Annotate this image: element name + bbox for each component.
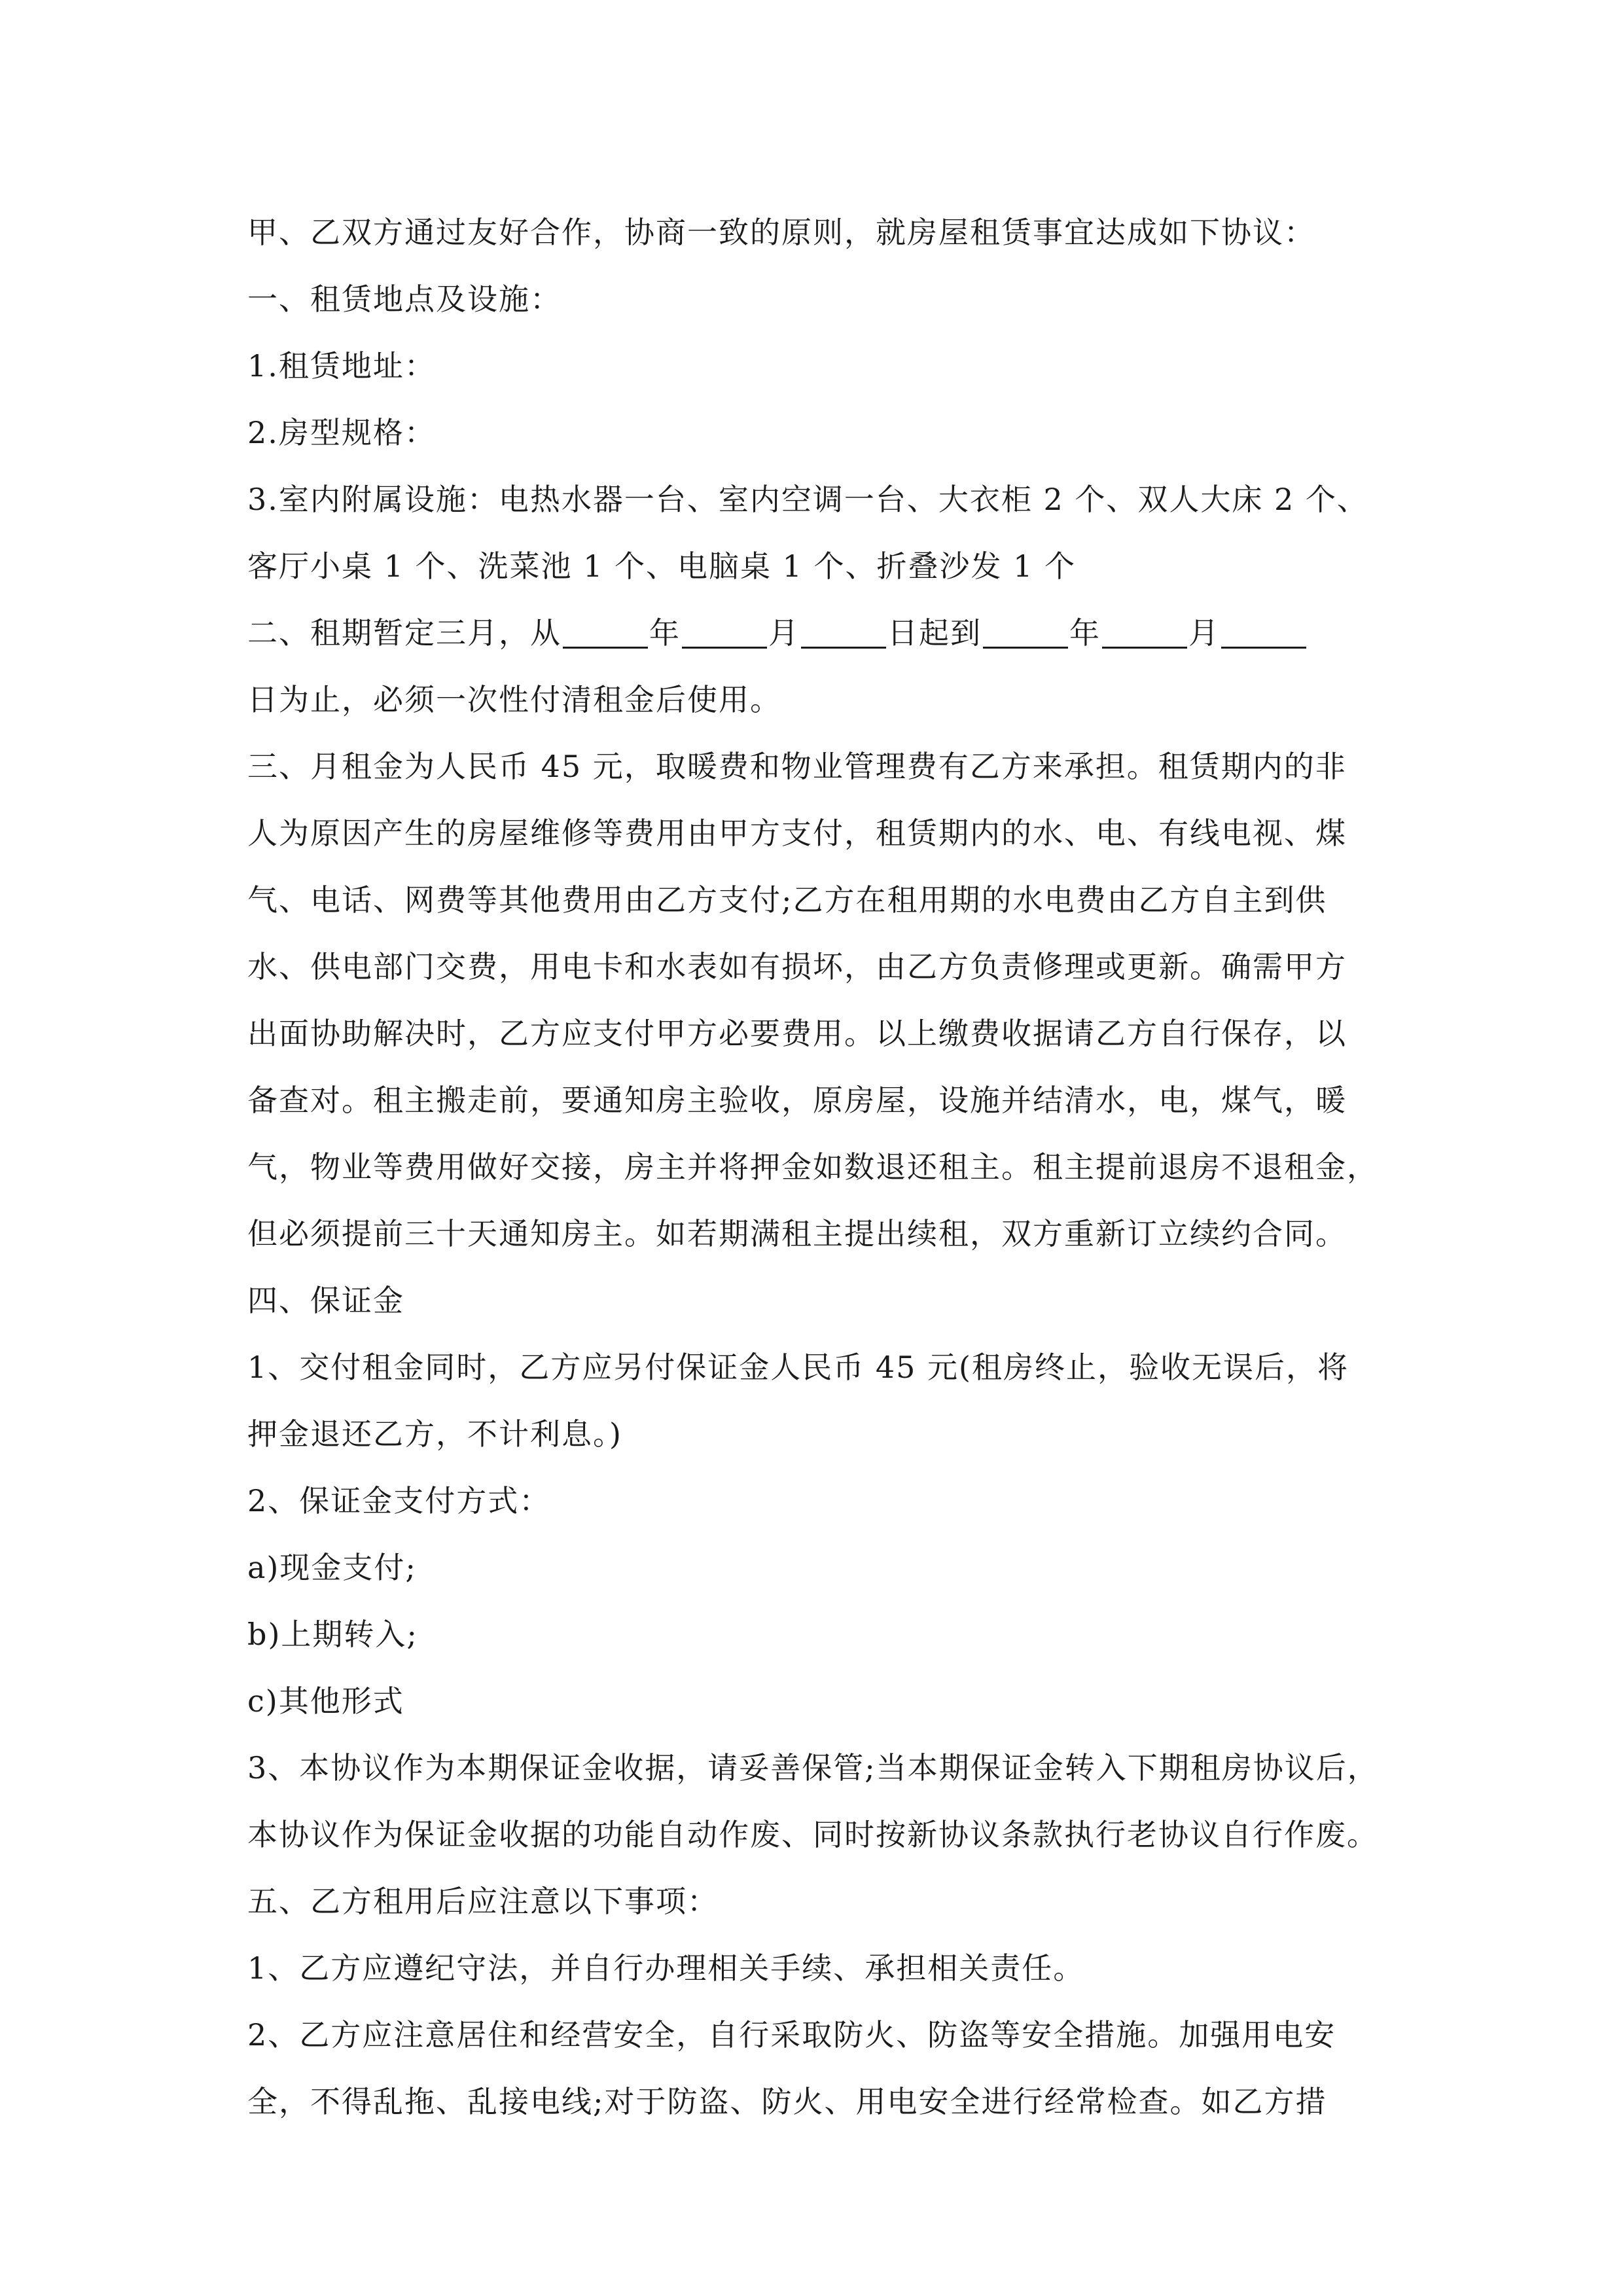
section-4-item-2: 2、保证金支付方式：: [247, 1483, 551, 1518]
section-2-line-2: 日为止，必须一次性付清租金后使用。: [247, 682, 781, 717]
end-year-blank: [983, 617, 1068, 649]
end-month-label: 月: [1188, 615, 1220, 651]
section-1-item-1: 1.租赁地址：: [247, 348, 436, 384]
section-3-line: 气，物业等费用做好交接，房主并将押金如数退还租主。租主提前退房不退租金，: [247, 1149, 1378, 1185]
section-5-item-2-line-1: 2、乙方应注意居住和经营安全，自行采取防火、防盗等安全措施。加强用电安: [247, 2017, 1336, 2053]
section-5-heading: 五、乙方租用后应注意以下事项：: [247, 1884, 719, 1919]
end-month-blank: [1102, 617, 1187, 649]
section-4-heading: 四、保证金: [247, 1283, 404, 1318]
section-1-item-2: 2.房型规格：: [247, 415, 436, 450]
start-month-blank: [682, 617, 767, 649]
document-body: [247, 199, 1399, 2135]
section-1-item-3-line-1: 3.室内附属设施：电热水器一台、室内空调一台、大衣柜 2 个、双人大床 2 个、: [247, 482, 1368, 517]
end-year-label: 年: [1069, 615, 1101, 651]
section-5-item-1: 1、乙方应遵纪守法，并自行办理相关手续、承担相关责任。: [247, 1950, 1085, 1986]
section-2-line-1: [247, 600, 1399, 666]
section-4-item-1-line-1: 1、交付租金同时，乙方应另付保证金人民币 45 元(租房终止，验收无误后，将: [247, 1350, 1349, 1385]
start-year-label: 年: [649, 615, 681, 651]
payment-option-a: a)现金支付;: [247, 1550, 417, 1585]
section-1-heading: 一、租赁地点及设施：: [247, 281, 562, 317]
payment-option-c: c)其他形式: [247, 1683, 404, 1719]
section-3-line: 气、电话、网费等其他费用由乙方支付;乙方在租用期的水电费由乙方自主到供: [247, 882, 1327, 918]
section-4-item-3-line-2: 本协议作为保证金收据的功能自动作废、同时按新协议条款执行老协议自行作废。: [247, 1817, 1378, 1852]
section-3-line: 但必须提前三十天通知房主。如若期满租主提出续租，双方重新订立续约合同。: [247, 1216, 1347, 1251]
section-2-start-text: 二、租期暂定三月，从: [247, 615, 562, 651]
section-3-line: 备查对。租主搬走前，要通知房主验收，原房屋，设施并结清水，电，煤气，暖: [247, 1083, 1347, 1118]
section-5-item-2-line-2: 全，不得乱拖、乱接电线;对于防盗、防火、用电安全进行经常检查。如乙方措: [247, 2084, 1327, 2119]
day-to-label: 日起到: [887, 615, 982, 651]
intro-paragraph: 甲、乙双方通过友好合作，协商一致的原则，就房屋租赁事宜达成如下协议：: [247, 215, 1315, 250]
section-3-line: 人为原因产生的房屋维修等费用由甲方支付，租赁期内的水、电、有线电视、煤: [247, 816, 1347, 851]
payment-option-b: b)上期转入;: [247, 1617, 418, 1652]
section-4-item-1-line-2: 押金退还乙方，不计利息。): [247, 1416, 622, 1452]
section-3-line: 水、供电部门交费，用电卡和水表如有损坏，由乙方负责修理或更新。确需甲方: [247, 949, 1347, 984]
end-day-blank: [1221, 617, 1306, 649]
section-4-item-3-line-1: 3、本协议作为本期保证金收据，请妥善保管;当本期保证金转入下期租房协议后，: [247, 1750, 1379, 1785]
section-3-line: 出面协助解决时，乙方应支付甲方必要费用。以上缴费收据请乙方自行保存，以: [247, 1016, 1347, 1051]
start-year-blank: [563, 617, 648, 649]
start-day-blank: [801, 617, 886, 649]
section-1-item-3-line-2: 客厅小桌 1 个、洗菜池 1 个、电脑桌 1 个、折叠沙发 1 个: [247, 548, 1077, 584]
section-3-line: 三、月租金为人民币 45 元，取暖费和物业管理费有乙方来承担。租赁期内的非: [247, 749, 1347, 784]
start-month-label: 月: [768, 615, 800, 651]
